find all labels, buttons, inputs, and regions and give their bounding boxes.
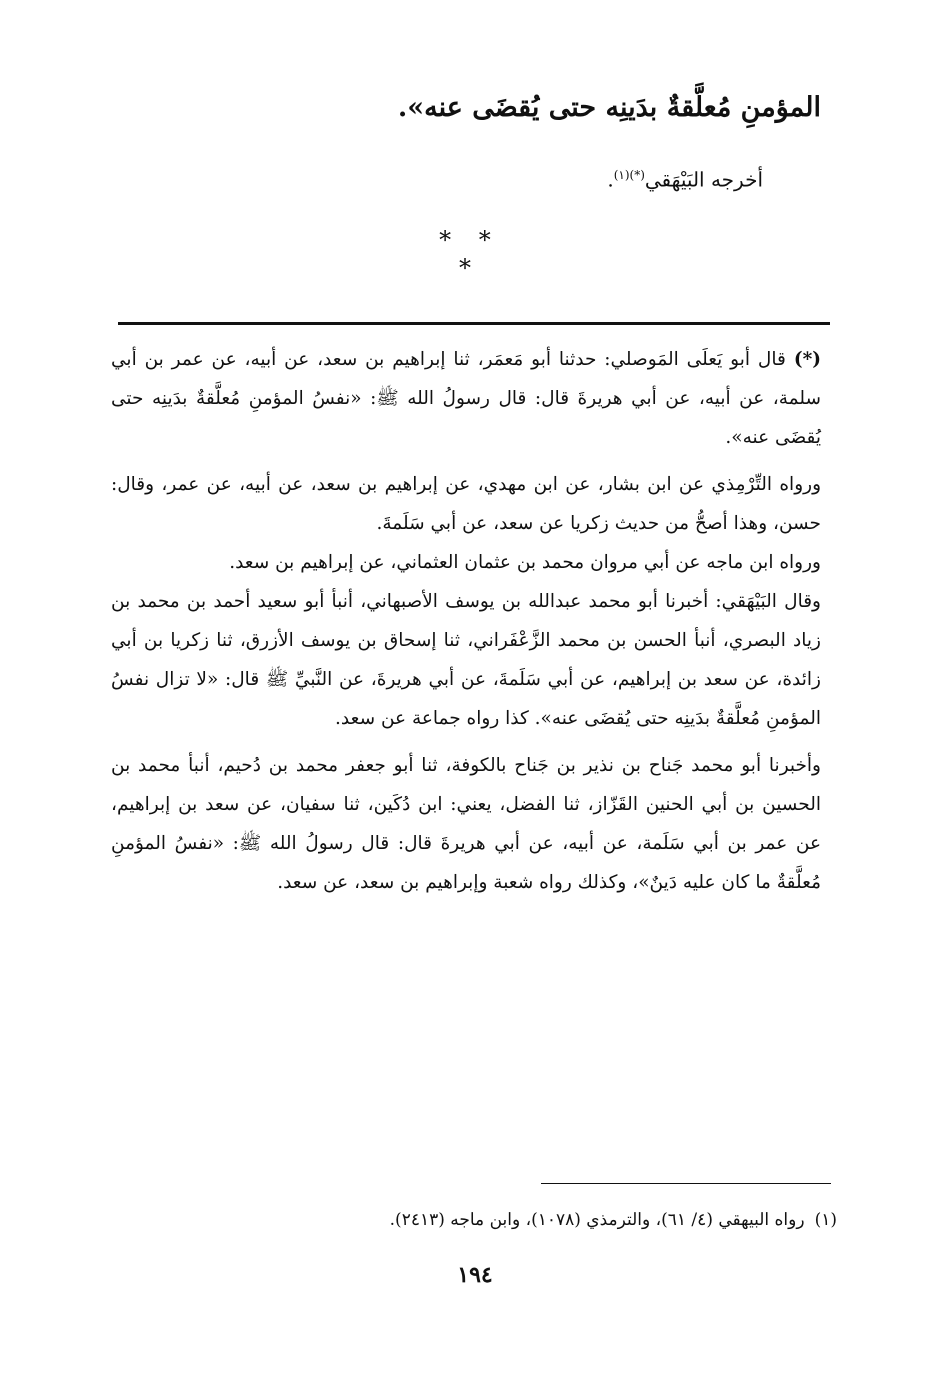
footnote-number: (١) — [814, 1210, 837, 1230]
page-number: ١٩٤ — [457, 1262, 493, 1288]
source-text: أخرجه البَيْهَقي — [644, 167, 763, 192]
note-marker: (*) — [793, 349, 821, 370]
note-block — [111, 340, 821, 902]
footnote-divider — [541, 1183, 831, 1184]
source-end: . — [607, 167, 614, 192]
source-line — [163, 158, 763, 197]
note-paragraph-2: ورواه التِّرْمِذي عن ابن بشار، عن ابن مهدي، عن إبراهيم بن سعد، عن أبيه، عن عمر، وقال: حسن، وهذا أصحُّ من حديث زكريا عن سعد، عن أبي سَلَمةَ. — [111, 474, 821, 534]
note-paragraph-text: قال أبو يَعلَى المَوصلي: حدثنا أبو مَعمَر، ثنا إبراهيم بن سعد، عن أبيه، عن عمر بن أبي سلمة، عن أبيه، عن أبي هريرةَ قال: قال رسولُ الله ﷺ: «نفسُ المؤمنِ مُعلَّقةٌ بدَينِه حتى يُقضَى عنه». — [111, 349, 821, 448]
note-paragraph-1 — [111, 340, 821, 457]
main-text-line: المؤمنِ مُعلَّقةٌ بدَينِه حتى يُقضَى عنه». — [397, 92, 821, 123]
source-reference: (*)(١) — [613, 168, 645, 182]
note-paragraph-4: وقال البَيْهَقي: أخبرنا أبو محمد عبدالله بن يوسف الأصبهاني، أنبأ أبو سعيد أحمد بن محمد بن زياد البصري، أنبأ الحسن بن محمد الزَّعْفَراني، ثنا إسحاق بن يوسف الأزرق، ثنا زكريا بن أبي زائدة، عن سعد بن إبراهيم، عن أبي سَلَمةَ، عن أبي هريرةَ، عن النَّبيِّ ﷺ قال: «لا تزال نفسُ المؤمنِ مُعلَّقةٌ بدَينِه حتى يُقضَى عنه». كذا رواه جماعة عن سعد. — [111, 591, 821, 729]
section-separator: * * * — [439, 226, 501, 282]
footnote-text: رواه البيهقي (٤/ ٦١)، والترمذي (١٠٧٨)، وابن ماجه (٢٤١٣). — [389, 1210, 805, 1230]
note-paragraph-3: ورواه ابن ماجه عن أبي مروان محمد بن عثمان العثماني، عن إبراهيم بن سعد. — [229, 552, 821, 573]
note-divider — [118, 322, 830, 325]
footnote — [137, 1205, 837, 1235]
note-paragraph-5: وأخبرنا أبو محمد جَناح بن نذير بن جَناح بالكوفة، ثنا أبو جعفر محمد بن دُحيم، أنبأ محمد بن الحسين بن أبي الحنين القَزّاز، ثنا الفضل، يعني: ابن دُكَين، ثنا سفيان، عن سعد بن إبراهيم، عن عمر بن أبي سَلَمة، عن أبيه، عن أبي هريرةَ قال: قال رسولُ الله ﷺ: «نفسُ المؤمنِ مُعلَّقةٌ ما كان عليه دَينٌ»، وكذلك رواه شعبة وإبراهيم بن سعد، عن سعد. — [111, 755, 822, 893]
